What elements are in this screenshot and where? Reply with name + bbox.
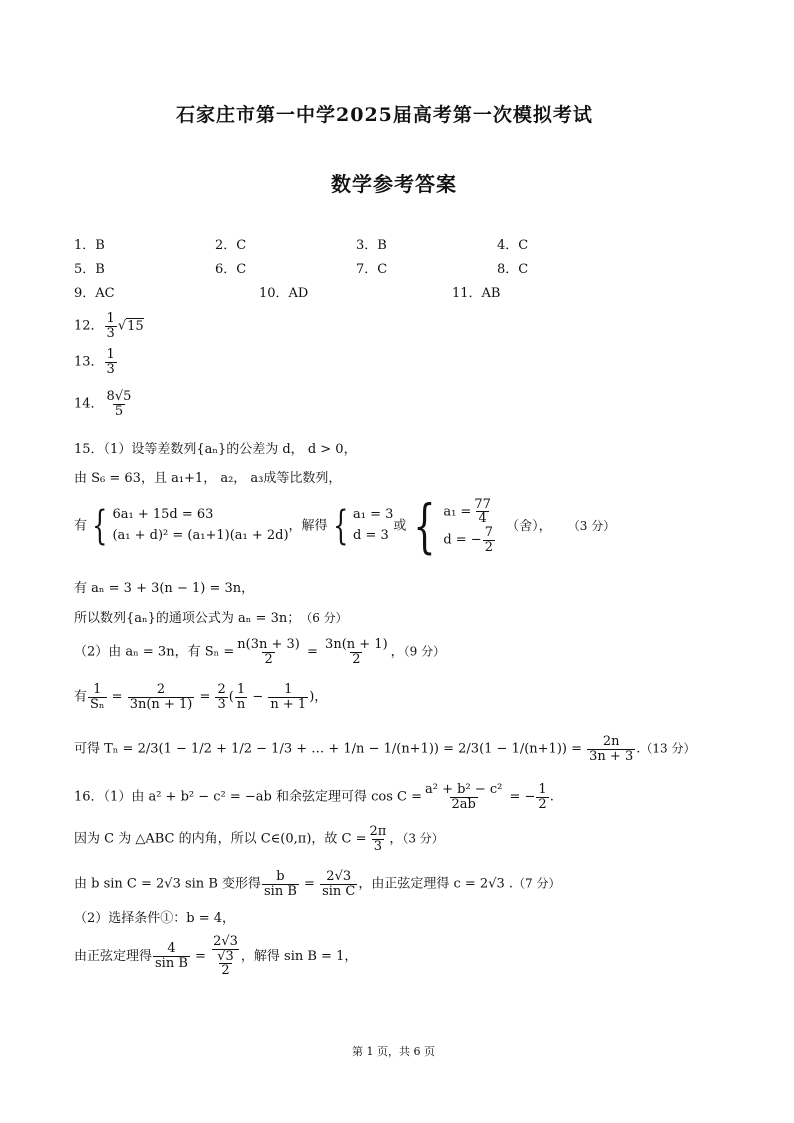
answer-10: 10．AD — [259, 286, 309, 301]
q15-line-8: 可得 Tₙ = 2/3(1 − 1/2 + 1/2 − 1/3 + … + 1/n − 1/(n+1)) = 2/3(1 − 1/(n+1)) = $\frac{2n}{3n + 3}$ .（13 分） — [74, 734, 696, 764]
brace-icon: { — [413, 492, 436, 560]
answer-8: 8．C — [497, 262, 529, 277]
brace-icon: { — [332, 503, 348, 549]
document-subtitle: 数学参考答案 — [331, 172, 457, 196]
q16-line-5: 由正弦定理得 $\frac{4}{\text{sin B}}$ = $\frac{2√3}{\frac{√3}{2}}$ ，解得 sin B = 1， — [74, 934, 358, 979]
q15-line-4: 有 aₙ = 3 + 3(n − 1) = 3n， — [74, 581, 255, 596]
document-title: 石家庄市第一中学2025届高考第一次模拟考试 — [176, 104, 593, 126]
q16-line-1: 16．（1）由 a² + b² − c² = −ab 和余弦定理可得 cos C = $\frac{\text{a² + b² − c²}}{2ab}$ = − $\frac{1}{2}$ . — [74, 782, 554, 812]
q15-line-6: （2）由 aₙ = 3n，有 Sₙ = $\frac{n(3n + 3)}{2}$ = $\frac{3n(n + 1)}{2}$ ，（9 分） — [74, 637, 446, 667]
q16-line-2: 因为 C 为 △ABC 的内角，所以 C∈(0,π)，故 C = $\frac{2\pi}{3}$ ，（3 分） — [74, 824, 444, 854]
answer-2: 2．C — [215, 238, 247, 253]
answer-12: 12． $\frac{1}{3}$ √15 — [74, 311, 144, 341]
q15-line-7: 有 $\frac{1}{\text{Sₙ}}$ = $\frac{2}{3n(n + 1)}$ = $\frac{2}{3}$ ( $\frac{1}{n}$ − $\frac{1}{n + 1}$ )， — [74, 682, 328, 712]
answer-6: 6．C — [215, 262, 247, 277]
answer-1: 1．B — [74, 238, 105, 253]
answer-14: 14． $\frac{8√5}{5}$ — [74, 389, 132, 419]
answer-13: 13． $\frac{1}{3}$ — [74, 347, 115, 377]
answer-4: 4．C — [497, 238, 529, 253]
answer-11: 11．AB — [452, 286, 501, 301]
q16-line-3: 由 b sin C = 2√3 sin B 变形得 $\frac{b}{\text{sin B}}$ = $\frac{2√3}{\text{sin C}}$ ，由正弦定理得 c = 2√3 .（7 分） — [74, 869, 561, 899]
answer-7: 7．C — [356, 262, 388, 277]
q15-line-1: 15．（1）设等差数列{aₙ}的公差为 d， d > 0， — [74, 442, 357, 457]
answer-9: 9．AC — [74, 286, 115, 301]
q15-system-line: 有 { 6a₁ + 15d = 63 (a₁ + d)² = (a₁+1)(a₁ + 2d) ，解得 { a₁ = 3 d = 3 或 { a₁ = $\frac{77}{4}$ d = − $\frac{7}{2}$ （舍）， （3 分） — [74, 492, 616, 560]
answer-3: 3．B — [356, 238, 387, 253]
answer-5: 5．B — [74, 262, 105, 277]
q15-line-5: 所以数列{aₙ}的通项公式为 aₙ = 3n； （6 分） — [74, 611, 348, 626]
q15-line-2: 由 S₆ = 63，且 a₁+1， a₂， a₃成等比数列， — [74, 471, 342, 486]
brace-icon: { — [92, 503, 108, 549]
sqrt-sign: √ — [117, 318, 127, 334]
q16-line-4: （2）选择条件①：b = 4， — [74, 911, 236, 926]
page-footer: 第 1 页，共 6 页 — [352, 1045, 435, 1058]
